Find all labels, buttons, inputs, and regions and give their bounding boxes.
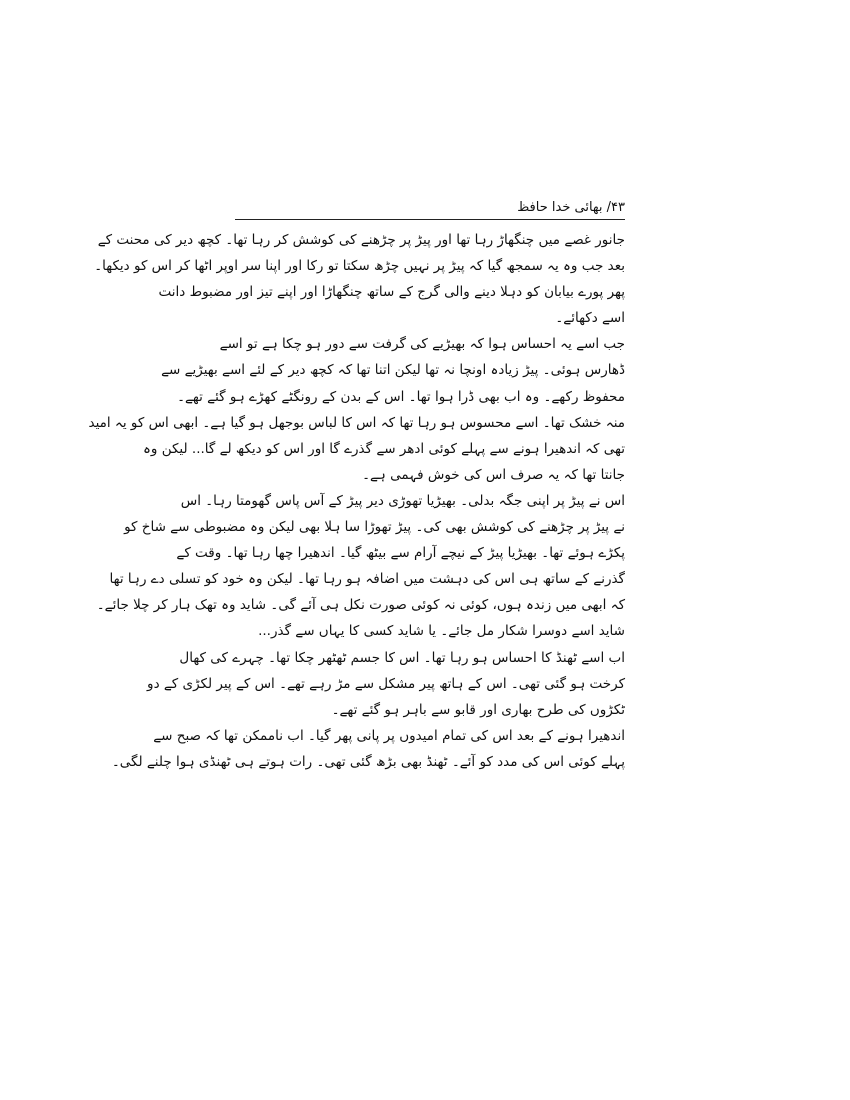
paragraph — [94, 227, 625, 331]
paragraph — [111, 723, 625, 775]
text-line: تھی کہ اندھیرا ہونے سے پہلے کوئی ادھر سے گذرے گا اور اس کو دیکھ لے گا... لیکن وہ — [142, 440, 625, 457]
text-line: کہ ابھی میں زندہ ہوں، کوئی نہ کوئی صورت نکل ہی آئے گی۔ شاید وہ تھک ہار کر چلا جائے۔ — [96, 597, 625, 614]
text-line: ٹکڑوں کی طرح بھاری اور قابو سے باہر ہو گئے تھے۔ — [331, 701, 625, 718]
text-line: اب اسے ٹھنڈ کا احساس ہو رہا تھا۔ اس کا جسم ٹھٹھر چکا تھا۔ چہرے کی کھال — [179, 649, 625, 666]
text-line: جب اسے یہ احساس ہوا کہ بھیڑیے کی گرفت سے دور ہو چکا ہے تو اسے — [219, 336, 625, 353]
text-line: جانور غصے میں چنگھاڑ رہا تھا اور پیڑ پر چڑھنے کی کوشش کر رہا تھا۔ کچھ دیر کی محنت کے — [97, 232, 625, 248]
text-line: شاید اسے دوسرا شکار مل جائے۔ یا شاید کسی کا یہاں سے گذر... — [258, 623, 625, 640]
paragraph — [96, 488, 625, 645]
text-line: پھر پورے بیابان کو دہلا دینے والی گرج کے ساتھ چنگھاڑا اور اپنے تیز اور مضبوط دانت — [158, 284, 625, 301]
body-text — [88, 227, 625, 775]
text-line: محفوظ رکھے۔ وہ اب بھی ڈرا ہوا تھا۔ اس کے بدن کے رونگٹے کھڑے ہو گئے تھے۔ — [177, 388, 625, 405]
text-line: پہلے کوئی اس کی مدد کو آئے۔ ٹھنڈ بھی بڑھ گئی تھی۔ رات ہوتے ہی ٹھنڈی ہوا چلنے لگی۔ — [111, 753, 625, 770]
text-line: جانتا تھا کہ یہ صرف اس کی خوش فہمی ہے۔ — [362, 466, 625, 483]
text-line: ڈھارس ہوئی۔ پیڑ زیادہ اونچا نہ تھا لیکن اتنا تھا کہ کچھ دیر کے لئے اسے بھیڑیے سے — [161, 362, 625, 379]
header-rule — [235, 219, 625, 220]
text-line: کرخت ہو گئی تھی۔ اس کے ہاتھ پیر مشکل سے مڑ رہے تھے۔ اس کے پیر لکڑی کے دو — [147, 675, 625, 692]
text-line: اس نے پیڑ پر اپنی جگہ بدلی۔ بھیڑیا تھوڑی دیر پیڑ کے آس پاس گھومتا رہا۔ اس — [180, 492, 625, 509]
running-header: ۴۳/ بھائی خدا حافظ — [517, 200, 625, 215]
text-line: پکڑے ہوئے تھا۔ بھیڑیا پیڑ کے نیچے آرام سے بیٹھ گیا۔ اندھیرا چھا رہا تھا۔ وقت کے — [176, 545, 625, 562]
text-line: بعد جب وہ یہ سمجھ گیا کہ پیڑ پر نہیں چڑھ سکتا تو رکا اور اپنا سر اوپر اٹھا کر اس کو دیکھا۔ — [94, 258, 625, 275]
paragraph — [88, 331, 625, 488]
text-line: نے پیڑ پر چڑھنے کی کوشش بھی کی۔ پیڑ تھوڑا سا ہلا بھی لیکن وہ مضبوطی سے شاخ کو — [124, 519, 625, 536]
text-line: منہ خشک تھا۔ اسے محسوس ہو رہا تھا کہ اس کا لباس بوجھل ہو گیا ہے۔ ابھی اس کو یہ امید — [88, 414, 625, 431]
text-line: اندھیرا ہونے کے بعد اس کی تمام امیدوں پر پانی پھر گیا۔ اب ناممکن تھا کہ صبح سے — [153, 727, 625, 744]
text-line: گذرنے کے ساتھ ہی اس کی دہشت میں اضافہ ہو رہا تھا۔ لیکن وہ خود کو تسلی دے رہا تھا — [109, 571, 625, 588]
paragraph — [147, 645, 625, 723]
text-line: اسے دکھائے۔ — [555, 310, 625, 327]
